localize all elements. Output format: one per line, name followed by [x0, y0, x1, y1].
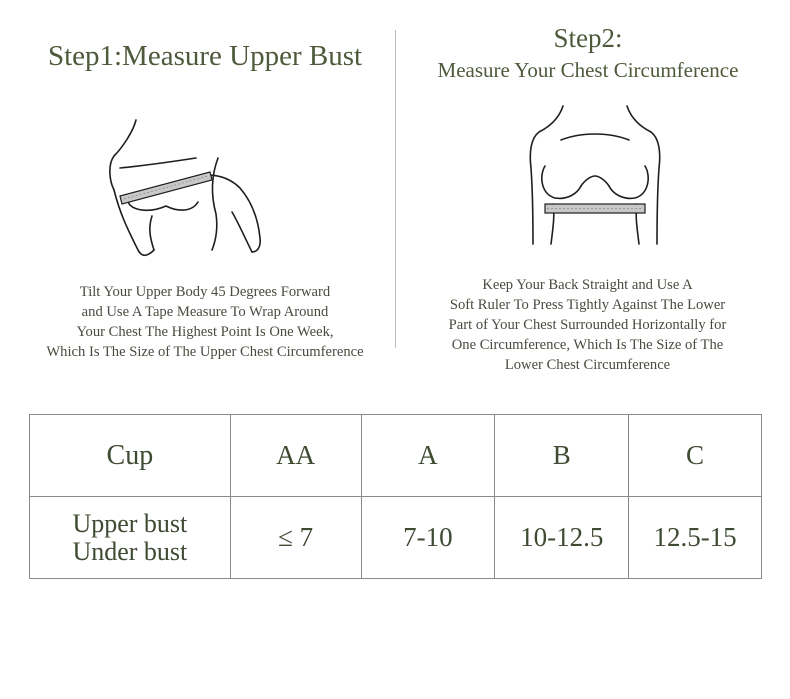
- step1-description-line: Tilt Your Upper Body 45 Degrees Forward: [79, 284, 331, 300]
- cup-b-cell: B: [495, 415, 629, 497]
- cup-size-table: [29, 414, 762, 579]
- under-bust-measure-illustration-icon: [525, 104, 665, 250]
- step2-description-line: Lower Chest Circumference: [504, 357, 671, 373]
- step2-description-line: Keep Your Back Straight and Use A: [482, 277, 693, 293]
- step1-description: [10, 282, 400, 362]
- cup-aa-cell: AA: [230, 415, 361, 497]
- step2-title: Step2:: [553, 23, 623, 53]
- difference-aa-cell: ≤ 7: [230, 497, 361, 579]
- step1-description-line: Your Chest The Highest Point Is One Week,: [76, 324, 334, 340]
- upper-bust-measure-illustration-icon: [100, 118, 275, 258]
- difference-c-cell: 12.5-15: [629, 497, 762, 579]
- cup-c-cell: C: [629, 415, 762, 497]
- step2-subtitle: Measure Your Chest Circumference: [437, 58, 739, 82]
- table-header-row: [30, 415, 762, 497]
- upper-bust-label: Upper bust: [72, 508, 188, 538]
- bust-difference-label-cell: [30, 497, 231, 579]
- step1-title: Step1:Measure Upper Bust: [47, 40, 363, 72]
- step2-description-line: Part of Your Chest Surrounded Horizontally for: [448, 317, 727, 333]
- step1-description-line: Which Is The Size of The Upper Chest Circumference: [46, 344, 364, 360]
- step2-description-line: One Circumference, Which Is The Size of The: [451, 337, 724, 353]
- difference-a-cell: 7-10: [361, 497, 495, 579]
- cup-label-cell: Cup: [30, 415, 231, 497]
- cup-a-cell: A: [361, 415, 495, 497]
- step2-description: [400, 275, 775, 375]
- step2-description-line: Soft Ruler To Press Tightly Against The Lower: [449, 297, 726, 313]
- difference-b-cell: 10-12.5: [495, 497, 629, 579]
- table-row: [30, 497, 762, 579]
- under-bust-label: Under bust: [72, 536, 188, 566]
- step1-description-line: and Use A Tape Measure To Wrap Around: [81, 304, 329, 320]
